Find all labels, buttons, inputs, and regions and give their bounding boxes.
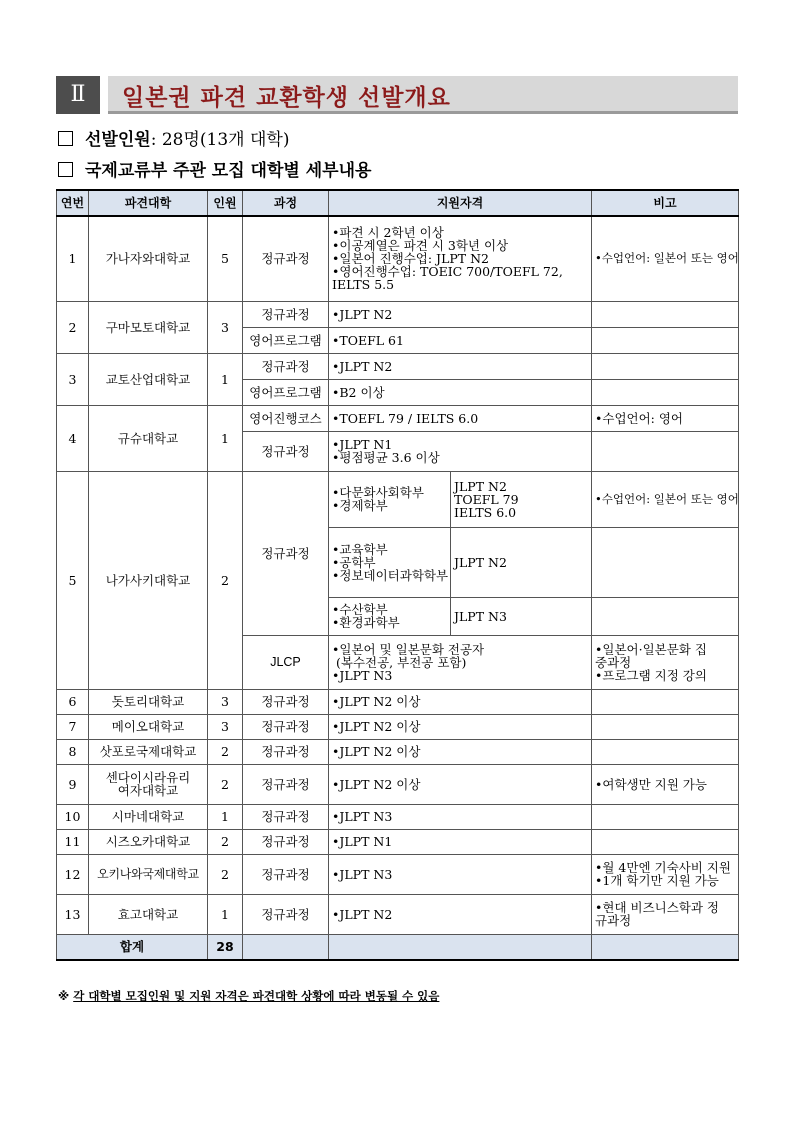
table-row bbox=[57, 764, 739, 804]
total-empty bbox=[243, 934, 329, 960]
cell-course: 정규과정 bbox=[243, 714, 329, 739]
cell-univ: 삿포로국제대학교 bbox=[89, 739, 208, 764]
cell-no: 10 bbox=[57, 804, 89, 829]
faculty-line: •교육학부 bbox=[332, 541, 388, 557]
cell-univ: 교토산업대학교 bbox=[89, 353, 208, 405]
cell-course: 정규과정 bbox=[243, 829, 329, 854]
note-line: •월 4만엔 기숙사비 지원 bbox=[595, 860, 731, 875]
table-row bbox=[57, 353, 739, 379]
cell-count: 2 bbox=[208, 854, 243, 894]
cell-no: 11 bbox=[57, 829, 89, 854]
cell-no: 6 bbox=[57, 689, 89, 714]
selection-count-line bbox=[58, 125, 289, 150]
qual-line: •영어진행수업: TOEIC 700/TOEFL 72, bbox=[332, 264, 563, 280]
selection-value: : 28명(13개 대학) bbox=[150, 130, 290, 150]
col-header-course: 과정 bbox=[243, 190, 329, 216]
table-row bbox=[57, 894, 739, 934]
req-line: JLPT N2 bbox=[454, 478, 507, 494]
cell-no: 8 bbox=[57, 739, 89, 764]
footnote-text: 각 대학별 모집인원 및 지원 자격은 파견대학 상황에 따라 변동될 수 있음 bbox=[73, 989, 440, 1003]
table-row bbox=[57, 689, 739, 714]
cell-count: 1 bbox=[208, 804, 243, 829]
checkbox-square-icon bbox=[58, 162, 73, 177]
total-empty bbox=[329, 934, 592, 960]
cell-univ: 가나자와대학교 bbox=[89, 216, 208, 301]
cell-course: 정규과정 bbox=[243, 689, 329, 714]
note-line: 규과정 bbox=[595, 913, 632, 928]
cell-qualification: •JLPT N3 bbox=[329, 804, 592, 829]
note-line: •프로그램 지정 강의 bbox=[595, 667, 707, 683]
cell-qualification: •TOEFL 79 / IELTS 6.0 bbox=[329, 405, 592, 431]
faculty-line: •수산학부 bbox=[332, 602, 388, 617]
footnote-mark: ※ bbox=[58, 989, 70, 1003]
cell-faculty-req bbox=[451, 471, 592, 527]
cell-univ bbox=[89, 764, 208, 804]
cell-count: 2 bbox=[208, 739, 243, 764]
qual-line: •JLPT N3 bbox=[332, 667, 393, 683]
cell-no: 1 bbox=[57, 216, 89, 301]
cell-note bbox=[592, 379, 739, 405]
table-row bbox=[57, 804, 739, 829]
cell-note bbox=[592, 739, 739, 764]
cell-course: 정규과정 bbox=[243, 353, 329, 379]
cell-note bbox=[592, 327, 739, 353]
detail-heading-line bbox=[58, 156, 371, 181]
cell-qualification: •JLPT N2 bbox=[329, 301, 592, 327]
cell-qualification: •JLPT N2 이상 bbox=[329, 714, 592, 739]
cell-count: 1 bbox=[208, 894, 243, 934]
cell-note bbox=[592, 597, 739, 635]
cell-no: 3 bbox=[57, 353, 89, 405]
req-line: TOEFL 79 bbox=[454, 491, 519, 507]
cell-note bbox=[592, 301, 739, 327]
cell-note bbox=[592, 829, 739, 854]
total-count: 28 bbox=[208, 934, 243, 960]
cell-no: 4 bbox=[57, 405, 89, 471]
cell-faculty-req: JLPT N3 bbox=[451, 597, 592, 635]
cell-no: 5 bbox=[57, 471, 89, 689]
cell-note bbox=[592, 527, 739, 597]
cell-qualification bbox=[329, 635, 592, 689]
qual-line: IELTS 5.5 bbox=[332, 277, 395, 293]
university-table bbox=[56, 189, 739, 961]
cell-univ: 구마모토대학교 bbox=[89, 301, 208, 353]
cell-note bbox=[592, 714, 739, 739]
cell-note bbox=[592, 804, 739, 829]
cell-note bbox=[592, 854, 739, 894]
cell-course: JLCP bbox=[243, 635, 329, 689]
cell-course: 정규과정 bbox=[243, 854, 329, 894]
cell-univ: 돗토리대학교 bbox=[89, 689, 208, 714]
footnote bbox=[58, 988, 439, 1004]
cell-qualification: •JLPT N2 이상 bbox=[329, 739, 592, 764]
cell-count: 1 bbox=[208, 353, 243, 405]
cell-faculty bbox=[329, 527, 451, 597]
qual-line: •이공계열은 파견 시 3학년 이상 bbox=[332, 238, 509, 254]
cell-note bbox=[592, 635, 739, 689]
cell-count: 2 bbox=[208, 764, 243, 804]
cell-qualification bbox=[329, 216, 592, 301]
table-row bbox=[57, 301, 739, 327]
cell-qualification: •JLPT N3 bbox=[329, 854, 592, 894]
cell-qualification: •JLPT N1 bbox=[329, 829, 592, 854]
total-label: 합계 bbox=[57, 934, 208, 960]
cell-note bbox=[592, 894, 739, 934]
cell-univ: 메이오대학교 bbox=[89, 714, 208, 739]
col-header-note: 비고 bbox=[592, 190, 739, 216]
cell-course: 영어진행코스 bbox=[243, 405, 329, 431]
total-row bbox=[57, 934, 739, 960]
cell-note: •수업언어: 일본어 또는 영어 bbox=[592, 471, 739, 527]
cell-qualification: •JLPT N2 이상 bbox=[329, 764, 592, 804]
cell-qualification: •JLPT N2 bbox=[329, 894, 592, 934]
cell-course: 정규과정 bbox=[243, 804, 329, 829]
col-header-univ: 파견대학 bbox=[89, 190, 208, 216]
req-line: IELTS 6.0 bbox=[454, 504, 517, 520]
note-line: •일본어·일본문화 집 bbox=[595, 641, 707, 657]
cell-no: 9 bbox=[57, 764, 89, 804]
cell-course: 정규과정 bbox=[243, 216, 329, 301]
cell-faculty bbox=[329, 471, 451, 527]
univ-line: 여자대학교 bbox=[117, 783, 179, 798]
cell-univ: 나가사키대학교 bbox=[89, 471, 208, 689]
cell-qualification: •JLPT N2 이상 bbox=[329, 689, 592, 714]
cell-note: •여학생만 지원 가능 bbox=[592, 764, 739, 804]
cell-no: 12 bbox=[57, 854, 89, 894]
total-empty bbox=[592, 934, 739, 960]
table-row bbox=[57, 829, 739, 854]
cell-course: 영어프로그램 bbox=[243, 327, 329, 353]
note-line: •1개 학기만 지원 가능 bbox=[595, 873, 719, 888]
cell-course: 정규과정 bbox=[243, 894, 329, 934]
section-header bbox=[56, 76, 738, 114]
note-line: 중과정 bbox=[595, 654, 632, 670]
faculty-line: •정보데이터과학학부 bbox=[332, 567, 449, 583]
col-header-qualification: 지원자격 bbox=[329, 190, 592, 216]
cell-course: 정규과정 bbox=[243, 739, 329, 764]
cell-qualification: •B2 이상 bbox=[329, 379, 592, 405]
cell-faculty bbox=[329, 597, 451, 635]
cell-count: 5 bbox=[208, 216, 243, 301]
faculty-line: •공학부 bbox=[332, 554, 376, 570]
detail-heading: 국제교류부 주관 모집 대학별 세부내용 bbox=[85, 161, 372, 181]
cell-course: 정규과정 bbox=[243, 431, 329, 471]
table-row bbox=[57, 405, 739, 431]
cell-count: 3 bbox=[208, 689, 243, 714]
table-header-row bbox=[57, 190, 739, 216]
cell-qualification: •JLPT N2 bbox=[329, 353, 592, 379]
table-row bbox=[57, 471, 739, 527]
cell-course: 정규과정 bbox=[243, 764, 329, 804]
cell-course: 영어프로그램 bbox=[243, 379, 329, 405]
section-title: 일본권 파견 교환학생 선발개요 bbox=[122, 85, 451, 111]
cell-note bbox=[592, 353, 739, 379]
cell-no: 7 bbox=[57, 714, 89, 739]
faculty-line: •환경과학부 bbox=[332, 615, 400, 630]
col-header-count: 인원 bbox=[208, 190, 243, 216]
faculty-line: •다문화사회학부 bbox=[332, 485, 424, 500]
cell-univ: 규슈대학교 bbox=[89, 405, 208, 471]
cell-note: •수업언어: 영어 bbox=[592, 405, 739, 431]
qual-line: •파견 시 2학년 이상 bbox=[332, 225, 444, 241]
cell-count: 2 bbox=[208, 471, 243, 689]
cell-univ: 시즈오카대학교 bbox=[89, 829, 208, 854]
qual-line: •일본어 진행수업: JLPT N2 bbox=[332, 251, 489, 267]
faculty-line: •경제학부 bbox=[332, 498, 388, 513]
qual-line: (복수전공, 부전공 포함) bbox=[336, 654, 467, 670]
section-number: Ⅱ bbox=[56, 76, 100, 114]
cell-qualification bbox=[329, 431, 592, 471]
cell-count: 1 bbox=[208, 405, 243, 471]
cell-faculty-req: JLPT N2 bbox=[451, 527, 592, 597]
cell-univ: 시마네대학교 bbox=[89, 804, 208, 829]
cell-note bbox=[592, 431, 739, 471]
qual-line: •평점평균 3.6 이상 bbox=[332, 450, 440, 465]
cell-course: 정규과정 bbox=[243, 301, 329, 327]
cell-no: 13 bbox=[57, 894, 89, 934]
qual-line: •일본어 및 일본문화 전공자 bbox=[332, 641, 485, 657]
checkbox-square-icon bbox=[58, 131, 73, 146]
cell-count: 3 bbox=[208, 714, 243, 739]
cell-note: •수업언어: 일본어 또는 영어 bbox=[592, 216, 739, 301]
note-line: •현대 비즈니스학과 정 bbox=[595, 900, 719, 915]
cell-no: 2 bbox=[57, 301, 89, 353]
section-title-bar bbox=[108, 76, 738, 114]
cell-count: 2 bbox=[208, 829, 243, 854]
col-header-no: 연번 bbox=[57, 190, 89, 216]
cell-univ: 오키나와국제대학교 bbox=[89, 854, 208, 894]
table-row bbox=[57, 216, 739, 301]
qual-line: •JLPT N1 bbox=[332, 437, 393, 452]
cell-qualification: •TOEFL 61 bbox=[329, 327, 592, 353]
univ-line: 센다이시라유리 bbox=[105, 770, 191, 785]
cell-course: 정규과정 bbox=[243, 471, 329, 635]
selection-label: 선발인원 bbox=[85, 130, 151, 150]
cell-note bbox=[592, 689, 739, 714]
cell-count: 3 bbox=[208, 301, 243, 353]
table-row bbox=[57, 739, 739, 764]
table-row bbox=[57, 854, 739, 894]
table-row bbox=[57, 714, 739, 739]
cell-univ: 효고대학교 bbox=[89, 894, 208, 934]
